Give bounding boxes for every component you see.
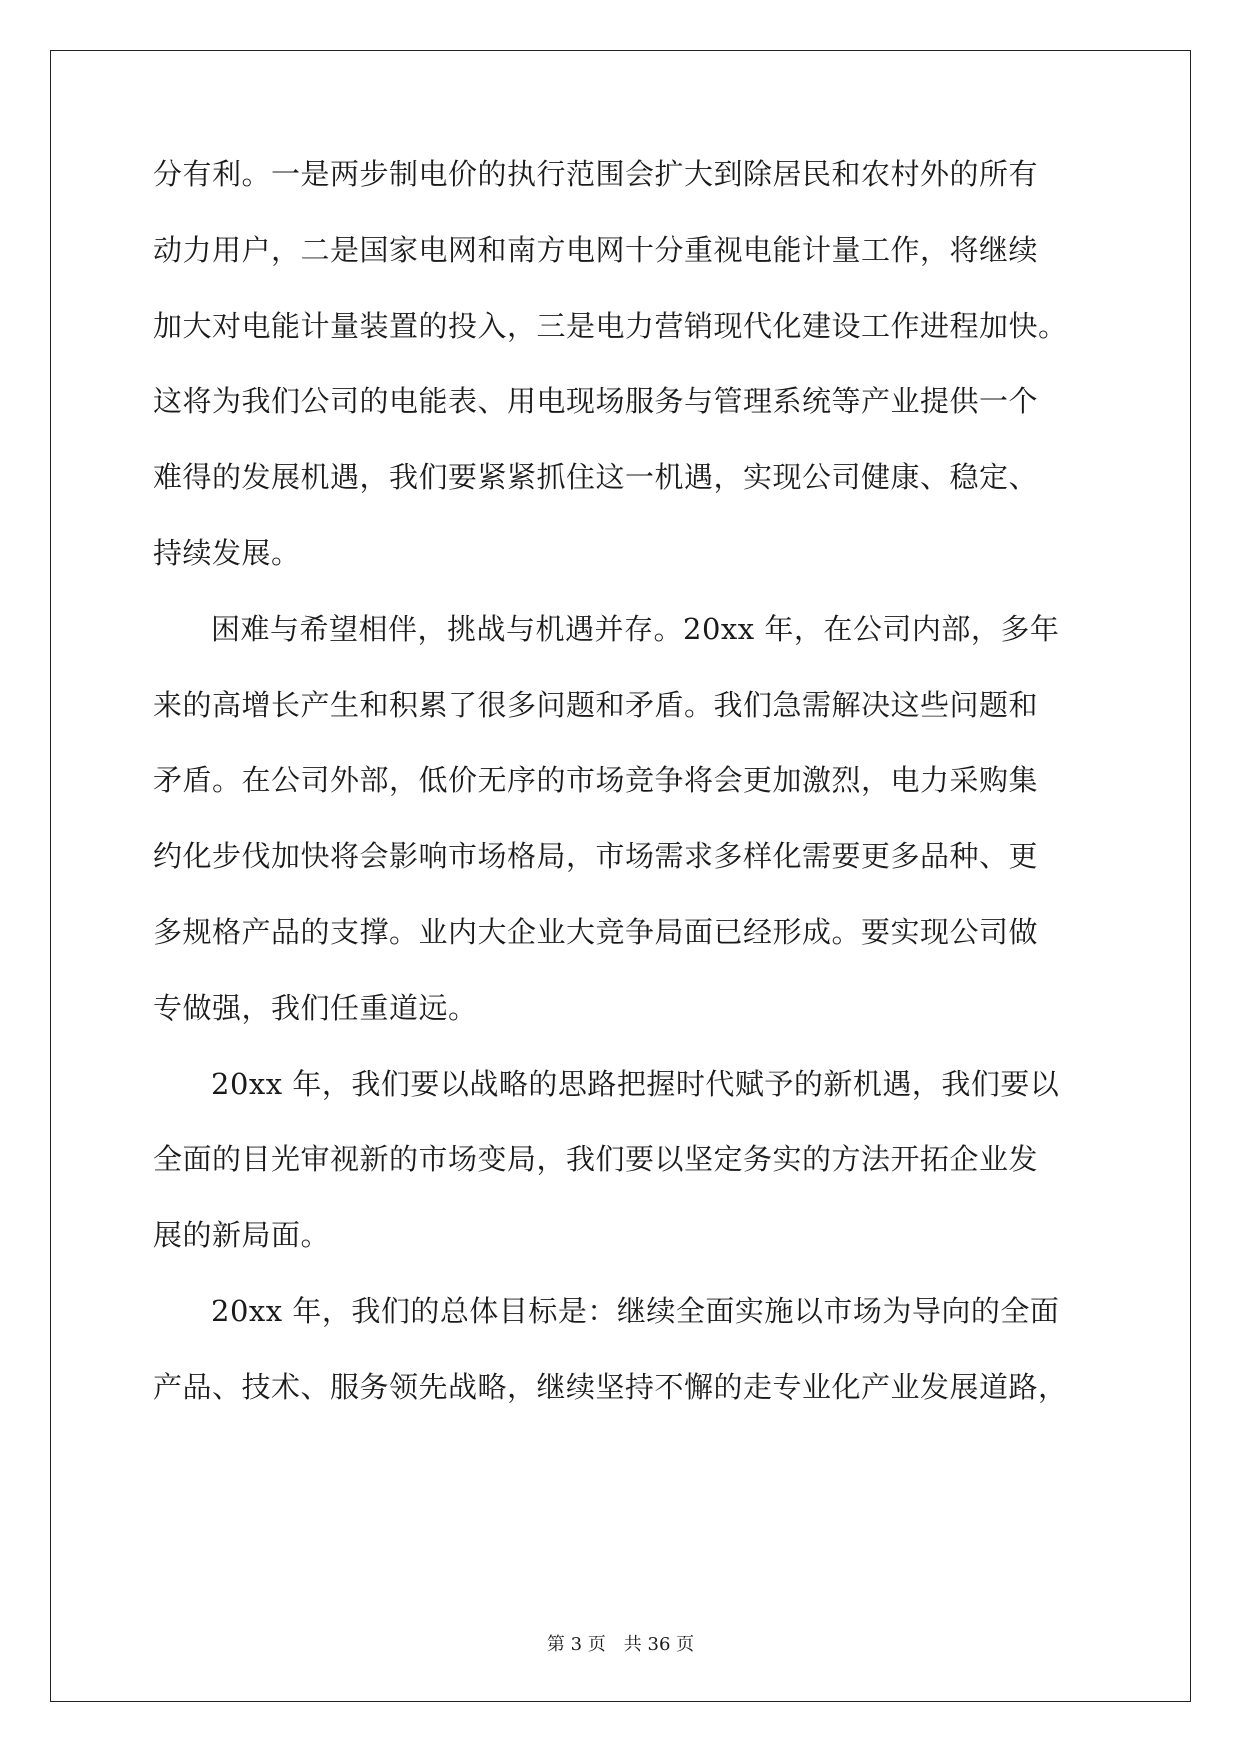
- page-total: 共 36 页: [623, 1634, 695, 1655]
- page-footer: [0, 1630, 1241, 1656]
- text-line: 来的高增长产生和积累了很多问题和矛盾。我们急需解决这些问题和: [153, 687, 1039, 722]
- text-line: 持续发展。: [153, 535, 301, 570]
- text-line: 难得的发展机遇，我们要紧紧抓住这一机遇，实现公司健康、稳定、: [153, 460, 1039, 495]
- text-line: 动力用户，二是国家电网和南方电网十分重视电能计量工作，将继续: [153, 232, 1039, 267]
- text-line: 全面的目光审视新的市场变局，我们要以坚定务实的方法开拓企业发: [153, 1142, 1039, 1177]
- text-line: 产品、技术、服务领先战略，继续坚持不懈的走专业化产业发展道路，: [153, 1369, 1068, 1404]
- text-line: 约化步伐加快将会影响市场格局，市场需求多样化需要更多品种、更: [153, 839, 1039, 874]
- text-line: 这将为我们公司的电能表、用电现场服务与管理系统等产业提供一个: [153, 384, 1039, 419]
- text-line: 展的新局面。: [153, 1218, 331, 1253]
- paragraph-start-line: 20xx 年，我们的总体目标是：继续全面实施以市场为导向的全面: [211, 1293, 1060, 1328]
- text-line: 分有利。一是两步制电价的执行范围会扩大到除居民和农村外的所有: [153, 157, 1039, 191]
- text-line: 矛盾。在公司外部，低价无序的市场竞争将会更加激烈，电力采购集: [153, 763, 1039, 798]
- page-number: 第 3 页: [546, 1634, 606, 1655]
- document-body: [153, 157, 1093, 1449]
- text-line: 多规格产品的支撑。业内大企业大竞争局面已经形成。要实现公司做: [153, 914, 1039, 949]
- paragraph-start-line: 20xx 年，我们要以战略的思路把握时代赋予的新机遇，我们要以: [211, 1066, 1060, 1101]
- text-line: 专做强，我们任重道远。: [153, 990, 478, 1025]
- paragraph-start-line: 困难与希望相伴，挑战与机遇并存。20xx 年，在公司内部，多年: [211, 611, 1060, 646]
- text-line: 加大对电能计量装置的投入，三是电力营销现代化建设工作进程加快。: [153, 308, 1068, 343]
